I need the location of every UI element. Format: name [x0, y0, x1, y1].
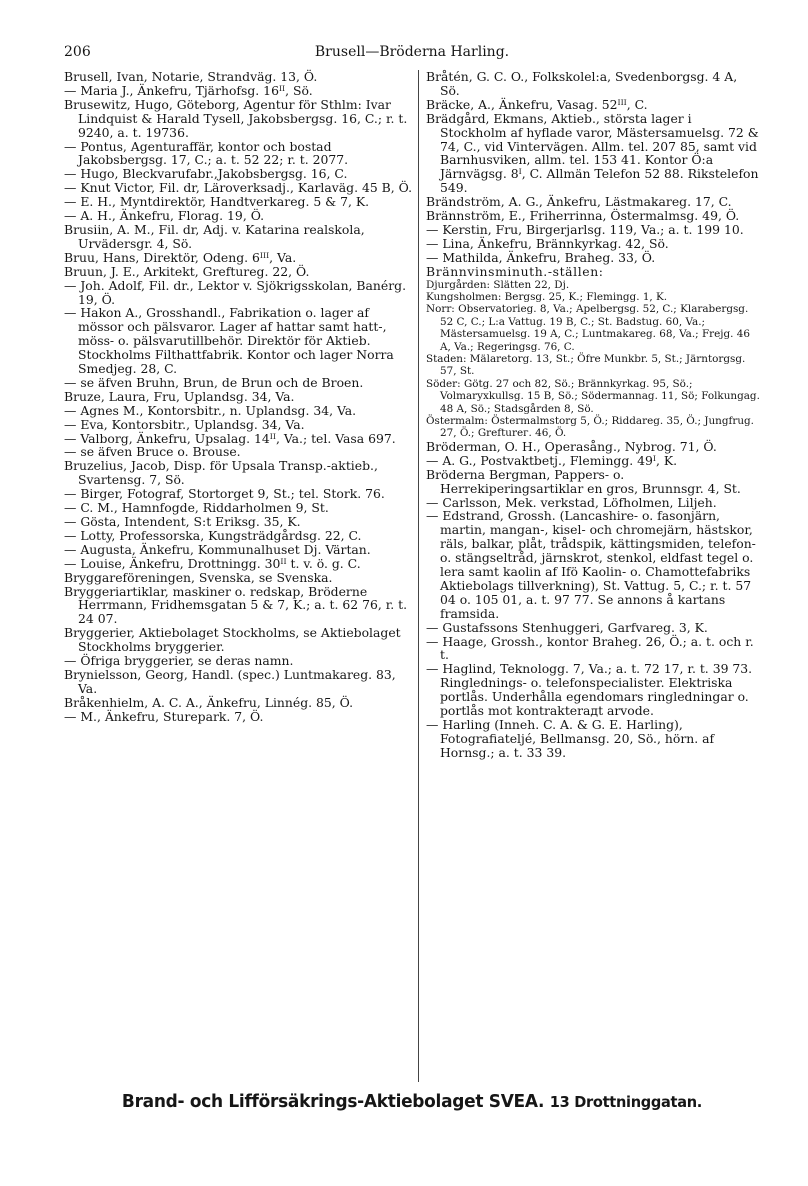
- directory-entry: Brusewitz, Hugo, Göteborg, Agentur för Sthlm: Ivar Lindquist & Harald Tysell, Jakobsbergsg. 16, C.; r. t. 9240, a. t. 19736.: [64, 96, 412, 140]
- directory-entry: — Augusta, Änkefru, Kommunalhuset Dj. Värtan.: [64, 541, 371, 557]
- directory-entry: Kungsholmen: Bergsg. 25, K.; Flemingg. 1, K.: [426, 291, 668, 303]
- directory-entry: — Maria J., Änkefru, Tjärhofsg. 16ᴵᴵ, Sö.: [64, 82, 313, 98]
- directory-entry: — Eva, Kontorsbitr., Uplandsg. 34, Va.: [64, 416, 305, 432]
- directory-entry: — C. M., Hamnfogde, Riddarholmen 9, St.: [64, 500, 329, 516]
- directory-entry: — Knut Victor, Fil. dr, Läroverksadj., Karlaväg. 45 B, Ö.: [64, 180, 413, 196]
- directory-entry: — se äfven Bruce o. Brouse.: [64, 444, 241, 460]
- directory-entry: Brännström, E., Friherrinna, Östermalmsg. 49, Ö.: [426, 208, 740, 224]
- directory-entry: Staden: Mälaretorg. 13, St.; Öfre Munkbr. 5, St.; Järntorgsg. 57, St.: [426, 353, 749, 378]
- directory-entry: Bruun, J. E., Arkitekt, Greftureg. 22, Ö.: [64, 263, 310, 279]
- directory-entry: — Haglind, Teknologg. 7, Va.; a. t. 72 17, r. t. 39 73. Ringlednings- o. telefonspecialister. Elektriska portlås. Underhålla egendomars ringledningar o. portlås mot kontrakterадt arvode.: [426, 661, 757, 719]
- directory-entry: — Mathilda, Änkefru, Braheg. 33, Ö.: [426, 249, 656, 265]
- directory-entry: Brännvinsminuth.-ställen:: [426, 263, 604, 279]
- directory-entry: Bruu, Hans, Direktör, Odeng. 6ᴵᴵᴵ, Va.: [64, 249, 297, 265]
- directory-entry: Brändström, A. G., Änkefru, Lästmakareg. 17, C.: [426, 194, 732, 210]
- directory-entry: — Hakon A., Grosshandl., Fabrikation o. lager af mössor och pälsvaror. Lager af hattar samt hatt-, möss- o. pälsvarutillbehör. Direktör för Aktieb. Stockholms Filthattfabrik. Kontor och lager Norra Smedjeg. 28, C.: [64, 305, 398, 377]
- directory-entry: Bryggareföreningen, Svenska, se Svenska.: [64, 569, 333, 585]
- directory-entry: — M., Änkefru, Sturepark. 7, Ö.: [64, 708, 264, 724]
- directory-entry: Norr: Observatorieg. 8, Va.; Apelbergsg. 52, C.; Klarabergsg. 52 C, C.; L:a Vattug. 19 B, C.; St. Badstug. 60, Va.; Mästersamuelsg. 19 A, C.; Luntmakareg. 68, Va.; Frejg. 46 A, Va.; Regeringsg. 76, C.: [426, 303, 754, 353]
- footer-advertisement: [74, 1092, 749, 1112]
- directory-entry: Bryggeriartiklar, maskiner o. redskap, Bröderne Herrmann, Fridhemsgatan 5 & 7, K.; a. t. 62 76, r. t. 24 07.: [64, 583, 412, 627]
- footer-text: Brand- och Lifförsäkrings-Aktiebolaget SVEA.: [121, 1092, 545, 1112]
- directory-entry: Brusiin, A. M., Fil. dr, Adj. v. Katarina realskola, Urvädersgr. 4, Sö.: [64, 221, 369, 251]
- directory-entry: Bruze, Laura, Fru, Uplandsg. 34, Va.: [64, 388, 295, 404]
- directory-entry: — Haage, Grossh., kontor Braheg. 26, Ö.; a. t. och r. t.: [426, 633, 758, 663]
- running-title: Brusell—Bröderna Harling.: [314, 44, 510, 60]
- directory-entry: Bråtén, G. C. O., Folkskolel:a, Svedenborgsg. 4 A, Sö.: [426, 69, 742, 98]
- directory-entry: — Lotty, Professorska, Kungsträdgårdsg. 22, C.: [64, 527, 362, 543]
- directory-entry: — Gustafssons Stenhuggeri, Garfvareg. 3, K.: [426, 619, 708, 635]
- directory-entry: — Louise, Änkefru, Drottningg. 30ᴵᴵ t. v. ö. g. C.: [64, 555, 361, 571]
- left-column: [64, 70, 414, 724]
- directory-entry: Bruzelius, Jacob, Disp. för Upsala Transp.-aktieb., Svartensg. 7, Sö.: [64, 458, 382, 488]
- page-number: 206: [64, 44, 91, 60]
- directory-entry: Djurgården: Slätten 22, Dj.: [426, 278, 570, 291]
- directory-entry: Brädgård, Ekmans, Aktieb., största lager i Stockholm af hyflade varor, Mästersamuelsg. 72 & 74, C., vid Vintervägen. Allm. tel. 207 85, samt vid Barnhusviken, allm. tel. 153 41. Kontor Ö:a Järnvägsg. 8ᴵ, C. Allmän Telefon 52 88. Rikstelefon 549.: [426, 110, 763, 196]
- directory-entry: — Öfriga bryggerier, se deras namn.: [64, 653, 294, 669]
- directory-entry: Bryggerier, Aktiebolaget Stockholms, se Aktiebolaget Stockholms bryggerier.: [64, 625, 405, 655]
- directory-entry: Brynielsson, Georg, Handl. (spec.) Luntmakareg. 83, Va.: [64, 666, 400, 696]
- directory-entry: — Joh. Adolf, Fil. dr., Lektor v. Sjökrigsskolan, Banérg. 19, Ö.: [64, 277, 410, 307]
- directory-entry: Bråkenhielm, A. C. A., Änkefru, Linnég. 85, Ö.: [64, 694, 354, 710]
- directory-entry: — Carlsson, Mek. verkstad, Löfholmen, Liljeh.: [426, 494, 717, 510]
- column-divider: [418, 70, 419, 1082]
- directory-entry: Bräcke, A., Änkefru, Vasag. 52ᴵᴵᴵ, C.: [426, 96, 648, 112]
- footer-address: 13 Drottninggatan.: [549, 1093, 703, 1111]
- directory-entry: Söder: Götg. 27 och 82, Sö.; Brännkyrkag. 95, Sö.; Volmaryxkullsg. 15 B, Sö.; Södermannag. 11, Sö; Folkungag. 48 A, Sö.; Stadsgården 8, Sö.: [426, 377, 764, 415]
- directory-entry: Östermalm: Östermalmstorg 5, Ö.; Riddareg. 35, Ö.; Jungfrug. 27, Ö.; Grefturег. 46, Ö.: [426, 415, 758, 440]
- directory-entry: — Birger, Fotograf, Stortorget 9, St.; tel. Stork. 76.: [64, 486, 385, 502]
- directory-entry: — Lina, Änkefru, Brännkyrkag. 42, Sö.: [426, 235, 669, 251]
- directory-entry: — Kerstin, Fru, Birgerjarlsg. 119, Va.; a. t. 199 10.: [426, 221, 744, 237]
- directory-entry: — E. H., Myntdirektör, Handtverkareg. 5 & 7, K.: [64, 194, 370, 210]
- directory-entry: Bröderman, O. H., Operasång., Nybrog. 71, Ö.: [426, 438, 717, 454]
- directory-entry: — Hugo, Bleckvarufabr.,Jakobsbergsg. 16, C.: [64, 166, 348, 182]
- directory-entry: — Gösta, Intendent, S:t Eriksg. 35, K.: [64, 514, 301, 529]
- directory-entry: — A. H., Änkefru, Florag. 19, Ö.: [64, 208, 265, 224]
- directory-entry: — A. G., Postvaktbetj., Flemingg. 49ᴵ, K.: [426, 452, 678, 468]
- directory-entry: — Valborg, Änkefru, Upsalag. 14ᴵᴵ, Va.; tel. Vasa 697.: [64, 430, 396, 446]
- directory-entry: Brusell, Ivan, Notarie, Strandväg. 13, Ö.: [64, 69, 318, 84]
- directory-entry: Bröderna Bergman, Pappers- o. Herrekiperingsartiklar en gros, Brunnsgr. 4, St.: [426, 466, 741, 496]
- directory-entry: — Edstrand, Grossh. (Lancashire- o. fasonjärn, martin, mangan-, kisel- och chromejärn, hästskor, räls, balkar, plåt, trådspik, kättingsmiden, telefon- o. stängseltråd, järnskrot, stenkol, eldfast tegel o. lera samt kaolin af Ifö Kaolin- o. Chamottefabriks Aktiebolags tillverkning), St. Vattug. 5, C.; r. t. 57 04 o. 105 01, a. t. 97 77. Se annons å kartans framsida.: [426, 508, 760, 621]
- right-column: [426, 69, 764, 760]
- directory-entry: — Pontus, Agenturaffär, kontor och bostad Jakobsbergsg. 17, C.; a. t. 52 22; r. t. 2077.: [64, 138, 349, 168]
- directory-entry: — se äfven Bruhn, Brun, de Brun och de Broen.: [64, 374, 364, 390]
- directory-entry: — Harling (Inneh. C. A. & G. E. Harling), Fotografiatelјé, Bellmansg. 20, Sö., hörn. af Hornsg.; a. t. 33 39.: [426, 717, 719, 760]
- directory-entry: — Agnes M., Kontorsbitr., n. Uplandsg. 34, Va.: [64, 402, 357, 418]
- page-header: [64, 44, 760, 64]
